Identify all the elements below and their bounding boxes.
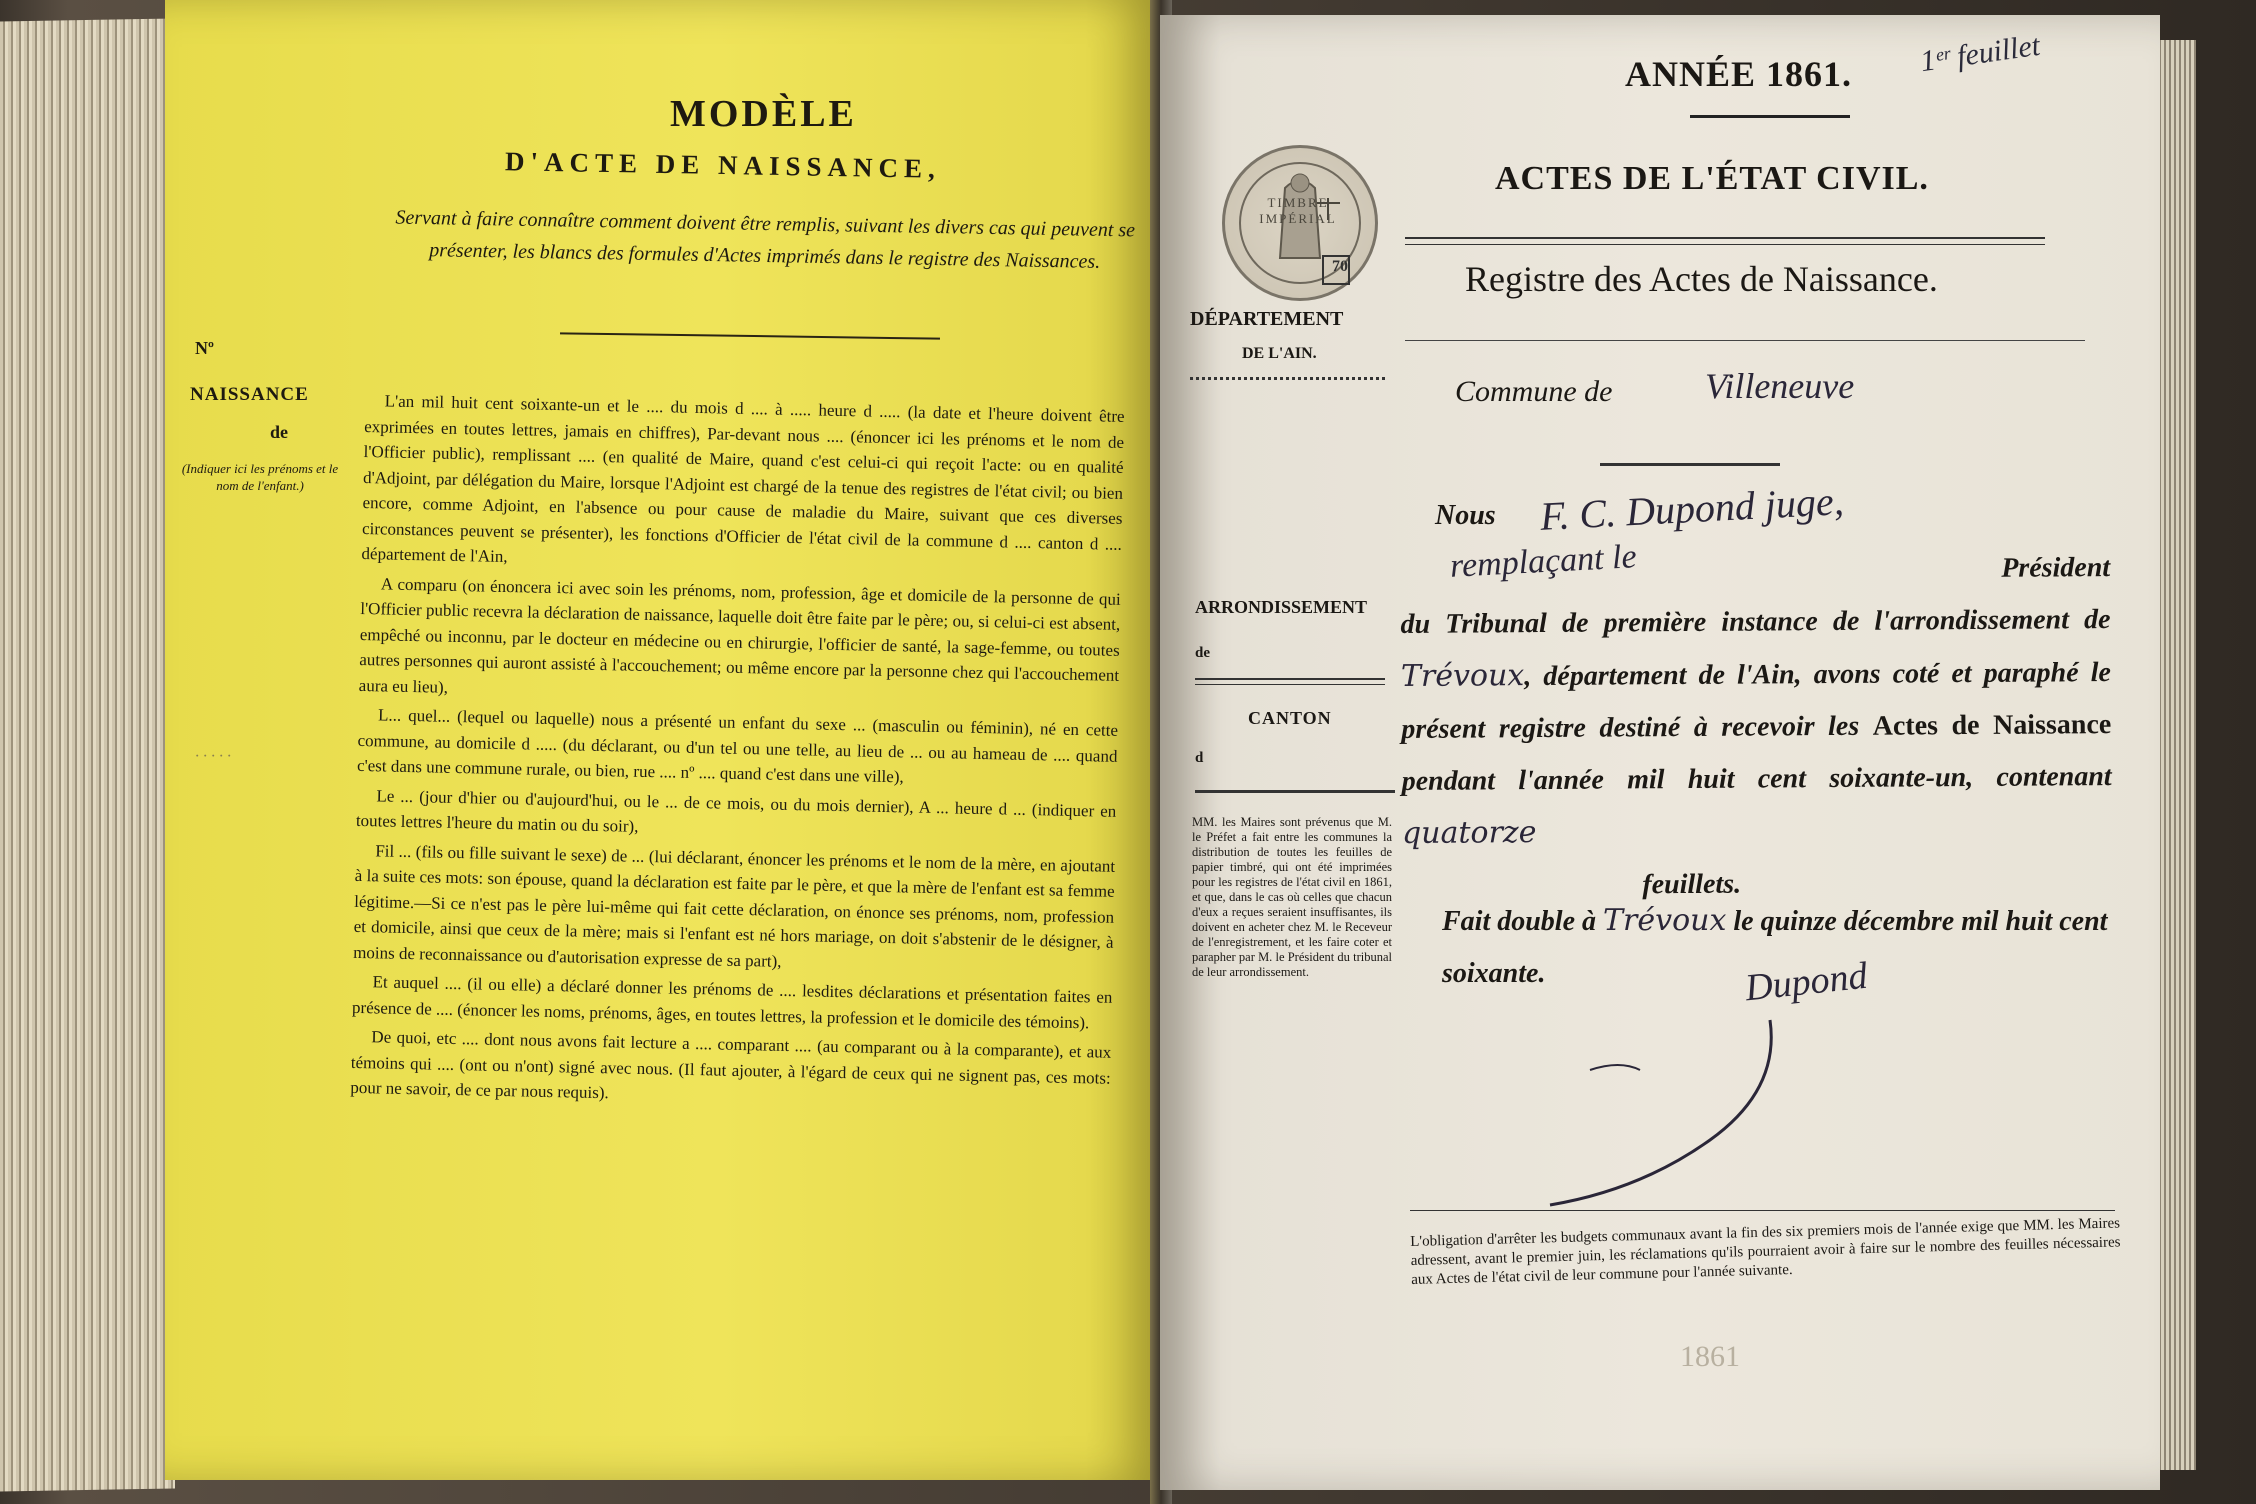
departement-label: DÉPARTEMENT bbox=[1190, 308, 1344, 330]
actes-naissance-text: Actes de Naissance bbox=[1872, 709, 2112, 742]
ornament-rule bbox=[560, 332, 940, 339]
nous-label: Nous bbox=[1435, 500, 1496, 531]
paragraph-lequel: L... quel... (lequel ou laquelle) nous a présenté un enfant du sexe ... (masculin ou féminin), né en cette commune, au domicile d ..... (du déclarant, ou d'un tel ou une telle, au lieu de ... ou au hameau de .... quand c'est dans une commune rurale, ou bien, rue .... nº .... quand c'est dans une ville), bbox=[356, 705, 1119, 787]
year-rule bbox=[1690, 115, 1850, 118]
arrondissement-label: ARRONDISSEMENT bbox=[1195, 597, 1368, 617]
paragraph-fils: Fil ... (fils ou fille suivant le sexe) de ... (lui déclarant, énoncer les prénoms et le nom de la mère, en ajoutant à la suite ces mots: son épouse, quand la déclaration est faite par le père, et que la mère de l'enfant est sa femme légitime.—Si ce n'est pas le père lui-même qui fait cette déclaration, on énonce ses prénoms, nom, profession et domicile, ainsi que ceux de la mère; mais si l'enfant est né hors mariage, on doit s'abstenir de le désigner, à moins de reconnaissance ou d'autorisation expresse de sa part), bbox=[352, 840, 1116, 971]
stamp-text: TIMBRE IMPÉRIAL bbox=[1259, 195, 1337, 226]
bottom-rule bbox=[1410, 1210, 2115, 1211]
page-edges-left bbox=[0, 18, 175, 1491]
certification-body bbox=[1400, 542, 2113, 913]
feuillets-label: feuillets. bbox=[1642, 868, 1742, 901]
paragraph-an: L'an mil huit cent soixante-un et le .... du mois d .... à ..... heure d ..... (la date et l'heure doivent être exprimées en toutes lettres, jamais en chiffres), Par-devant nous .... (énoncer ici les prénoms et le nom de l'Officier public), remplissant .... (en qualité de Maire, quand c'est celui-ci qui reçoit l'acte: ou en qualité d'Adjoint, par délégation du Maire, lorsque l'Adjoint est chargé de la tenue des registres de l'état civil; ou bien encore, comme Adjoint, en l'absence ou pour cause de maladie du Maire, suivant que ces diverses circonstances peuvent se présenter), les fonctions d'Officier de l'état civil de la commune d .... canton d .... département de l'Ain, bbox=[361, 391, 1125, 567]
arrondissement-de: de bbox=[1195, 645, 1210, 661]
fait-part-2: le quinze décembre mil huit cent soixante. bbox=[1442, 906, 2108, 989]
obligation-notice: L'obligation d'arrêter les budgets communaux avant la fin des six premiers mois de l'année exige que MM. les Maires adressent, avant le premier juin, les réclamations qu'ils pourraient avoir à faire sur le nombre des feuilles nécessaires aux Actes de l'état civil de leur commune pour l'année suivante. bbox=[1410, 1215, 2121, 1288]
middle-ornament bbox=[1600, 463, 1780, 466]
modele-title: MODÈLE bbox=[670, 93, 857, 135]
right-page-register-title bbox=[1160, 15, 2160, 1490]
body-part-2: , département de l'Ain, avons coté et paraphé le présent registre destiné à recevoir les bbox=[1401, 657, 2112, 745]
canton-label: CANTON bbox=[1248, 708, 1332, 728]
commune-label: Commune de bbox=[1455, 375, 1613, 408]
remplacant-handwritten: remplaçant le bbox=[1449, 538, 1638, 585]
model-body-text bbox=[350, 388, 1125, 1120]
fait-part-1: Fait double à bbox=[1442, 906, 1597, 937]
page-edges-right bbox=[2156, 40, 2196, 1470]
title-double-rule bbox=[1405, 237, 2045, 245]
actes-etat-civil-title: ACTES DE L'ÉTAT CIVIL. bbox=[1495, 160, 1929, 197]
modele-subtitle: D'ACTE DE NAISSANCE, bbox=[504, 146, 942, 184]
dupond-signature: Dupond bbox=[1743, 954, 1870, 1010]
canton-d: d bbox=[1195, 750, 1204, 766]
paragraph-a-comparu: A comparu (on énoncera ici avec soin les prénoms, nom, profession, âge et domicile de la personne de qui l'Officier public recevra la déclaration de naissance, laquelle doit être faite par le père; ou, si celui-ci est absent, empêché ou inconnu, par le docteur en médecine ou en chirurgie, l'officier de santé, la sage-femme, ou toutes autres personnes qui auront assisté à l'accouchement; ou même encore par la personne chez qui l'accouchement aura eu lieu), bbox=[358, 573, 1121, 697]
margin-de-label: de bbox=[270, 422, 288, 442]
pencil-mark: · · · · · bbox=[195, 748, 231, 765]
body-part-1: du Tribunal de première instance de l'arrondissement de bbox=[1400, 604, 2111, 640]
margin-note: (Indiquer ici les prénoms et le nom de l'enfant.) bbox=[181, 461, 339, 493]
year-heading: ANNÉE 1861. bbox=[1625, 54, 1853, 94]
commune-handwritten: Villeneuve bbox=[1705, 366, 1855, 406]
stamp-value: 70 bbox=[1332, 258, 1348, 275]
margin-rule-2 bbox=[1195, 790, 1395, 793]
paragraph-le-jour: Le ... (jour d'hier ou d'aujourd'hui, ou le ... de ce mois, ou du mois dernier), A ... heure d ... (indiquer en toutes lettres l'heure du matin ou du soir), bbox=[355, 785, 1117, 836]
registre-heading: Registre des Actes de Naissance. bbox=[1465, 259, 1938, 299]
fait-trevoux-handwritten: Trévoux bbox=[1603, 903, 1727, 938]
left-page-model-form bbox=[165, 0, 1165, 1480]
signature-flourish bbox=[1530, 1010, 1790, 1210]
number-mark: Nº bbox=[195, 338, 214, 358]
modele-description: Servant à faire connaître comment doivent être remplis, suivant les divers cas qui peuvent se présenter, les blancs des formules d'Actes imprimés dans le registre des Naissances. bbox=[395, 206, 1136, 273]
paragraph-et-auquel: Et auquel .... (il ou elle) a déclaré donner les prénoms de .... lesdites déclarations et présentation faites en présence de .... (énoncer les noms, prénoms, âges, en toutes lettres, la profession et le domicile des témoins). bbox=[351, 972, 1113, 1032]
maires-notice: MM. les Maires sont prévenus que M. le Préfet a fait entre les communes la distribution de toutes les feuilles de papier timbré, qui ont été imprimées pour les registres de l'état civil en 1861, et que, dans le cas où celles que chacun d'eux a reçues seraient insuffisantes, ils doivent en acheter chez M. le Receveur de l'enregistrement, et les faire coter et parapher par M. le Président du tribunal de leur arrondissement. bbox=[1192, 815, 1392, 979]
departement-ain-label: DE L'AIN. bbox=[1242, 345, 1317, 362]
president-label: Président bbox=[2001, 552, 2111, 584]
margin-naissance-label: NAISSANCE bbox=[190, 384, 309, 405]
pencil-bottom-mark: 1861 bbox=[1680, 1340, 1740, 1373]
paragraph-de-quoi: De quoi, etc .... dont nous avons fait lecture a .... comparant .... (au comparant ou à la comparante), et aux témoins qui .... (ont ou n'ont) signé avec nous. (Il faut ajouter, à l'égard de ceux qui ne signent pas, ces mots: pour ne savoir, de ce par nous requis). bbox=[350, 1027, 1112, 1103]
judge-name-handwritten: F. C. Dupond juge, bbox=[1539, 478, 1845, 539]
trevoux-handwritten: Trévoux bbox=[1400, 658, 1525, 694]
margin-rule-1 bbox=[1195, 678, 1385, 685]
quatorze-handwritten: quatorze bbox=[1401, 815, 1537, 851]
departement-rule bbox=[1190, 377, 1385, 380]
corner-handwriting: 1ᵉʳ feuillet bbox=[1918, 28, 2042, 79]
registre-rule bbox=[1405, 340, 2085, 341]
body-part-3: pendant l'année mil huit cent soixante-un, contenant bbox=[1401, 761, 2112, 797]
